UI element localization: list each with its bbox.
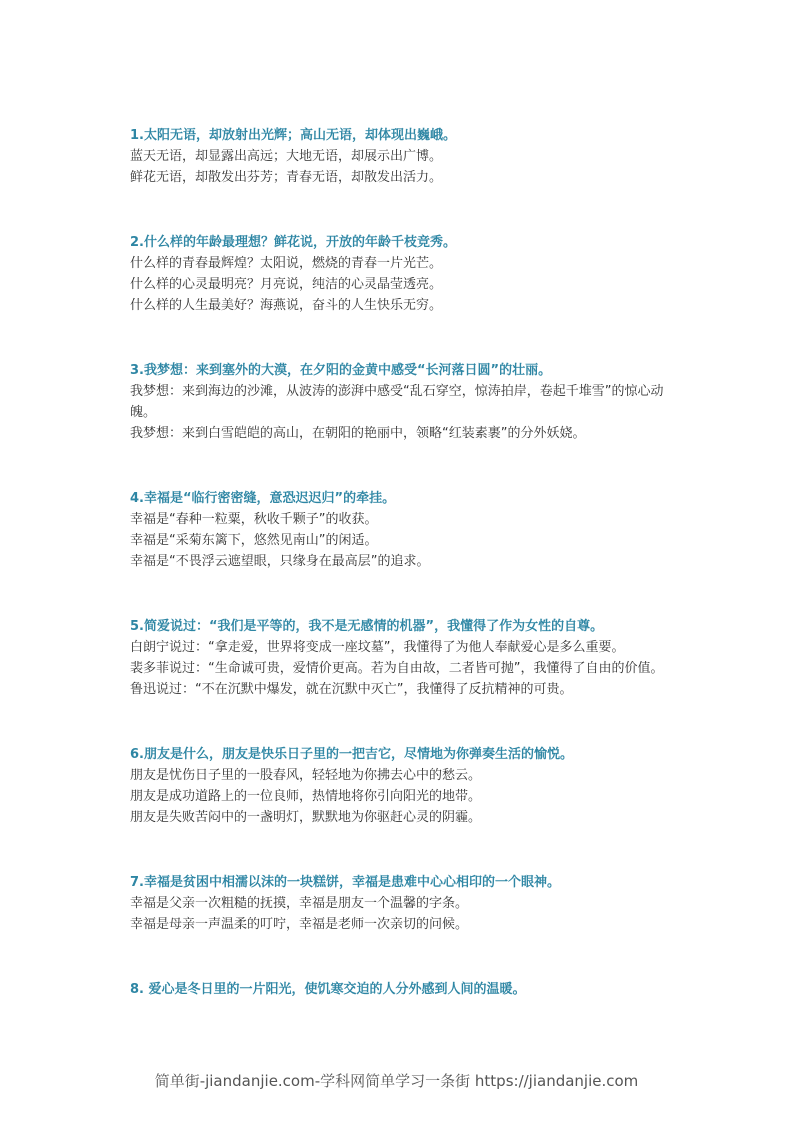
section-line: 朋友是忧伤日子里的一股春风，轻轻地为你拂去心中的愁云。 bbox=[130, 768, 482, 783]
section-heading: 6.朋友是什么，朋友是快乐日子里的一把吉它，尽情地为你弹奏生活的愉悦。 bbox=[130, 747, 573, 762]
section-heading: 8. 爱心是冬日里的一片阳光，使饥寒交迫的人分外感到人间的温暖。 bbox=[130, 982, 526, 997]
section-heading: 7.幸福是贫困中相濡以沫的一块糕饼，幸福是患难中心心相印的一个眼神。 bbox=[130, 875, 560, 890]
section-4 bbox=[130, 488, 670, 572]
section-1 bbox=[130, 125, 670, 188]
section-5 bbox=[130, 616, 670, 700]
section-heading: 5.简爱说过：“我们是平等的，我不是无感情的机器”，我懂得了作为女性的自尊。 bbox=[130, 619, 604, 634]
section-6 bbox=[130, 744, 670, 828]
section-line: 鲜花无语，却散发出芬芳；青春无语，却散发出活力。 bbox=[130, 170, 443, 185]
section-line: 我梦想：来到白雪皑皑的高山，在朝阳的艳丽中，领略“红装素裹”的分外妖娆。 bbox=[130, 426, 586, 441]
page-footer: 简单街-jiandanjie.com-学科网简单学习一条街 https://jiandanjie.com bbox=[154, 1072, 639, 1090]
section-heading: 4.幸福是“临行密密缝，意恐迟迟归”的牵挂。 bbox=[130, 491, 396, 506]
section-line: 什么样的青春最辉煌？太阳说，燃烧的青春一片光芒。 bbox=[130, 256, 443, 271]
section-heading: 1.太阳无语，却放射出光辉；高山无语，却体现出巍峨。 bbox=[130, 128, 456, 143]
section-line: 白朗宁说过：“拿走爱，世界将变成一座坟墓”，我懂得了为他人奉献爱心是多么重要。 bbox=[130, 640, 625, 655]
section-line: 裴多菲说过：“生命诚可贵，爱情价更高。若为自由故，二者皆可抛”，我懂得了自由的价值。 bbox=[130, 661, 664, 676]
section-line: 幸福是母亲一声温柔的叮咛，幸福是老师一次亲切的问候。 bbox=[130, 917, 469, 932]
section-line: 鲁迅说过：“不在沉默中爆发，就在沉默中灭亡”，我懂得了反抗精神的可贵。 bbox=[130, 682, 573, 697]
section-line: 什么样的心灵最明亮？月亮说，纯洁的心灵晶莹透亮。 bbox=[130, 277, 443, 292]
document-body bbox=[130, 125, 670, 1000]
section-line: 蓝天无语，却显露出高远；大地无语，却展示出广博。 bbox=[130, 149, 443, 164]
section-line: 什么样的人生最美好？海燕说，奋斗的人生快乐无穷。 bbox=[130, 298, 443, 313]
section-2 bbox=[130, 232, 670, 316]
section-line: 幸福是“采菊东篱下，悠然见南山”的闲适。 bbox=[130, 533, 378, 548]
section-heading: 3.我梦想：来到塞外的大漠，在夕阳的金黄中感受“长河落日圆”的壮丽。 bbox=[130, 363, 552, 378]
section-3 bbox=[130, 360, 670, 444]
section-line: 朋友是失败苦闷中的一盏明灯，默默地为你驱赶心灵的阴霾。 bbox=[130, 810, 482, 825]
section-line: 我梦想：来到海边的沙滩，从波涛的澎湃中感受“乱石穿空，惊涛拍岸，卷起千堆雪”的惊心动魄。 bbox=[130, 384, 664, 420]
section-line: 幸福是父亲一次粗糙的抚摸，幸福是朋友一个温馨的字条。 bbox=[130, 896, 469, 911]
section-line: 朋友是成功道路上的一位良师，热情地将你引向阳光的地带。 bbox=[130, 789, 482, 804]
section-7 bbox=[130, 872, 670, 935]
section-line: 幸福是“不畏浮云遮望眼，只缘身在最高层”的追求。 bbox=[130, 554, 430, 569]
section-8 bbox=[130, 979, 670, 1000]
section-heading: 2.什么样的年龄最理想？鲜花说，开放的年龄千枝竞秀。 bbox=[130, 235, 456, 250]
section-line: 幸福是“春种一粒粟，秋收千颗子”的收获。 bbox=[130, 512, 378, 527]
